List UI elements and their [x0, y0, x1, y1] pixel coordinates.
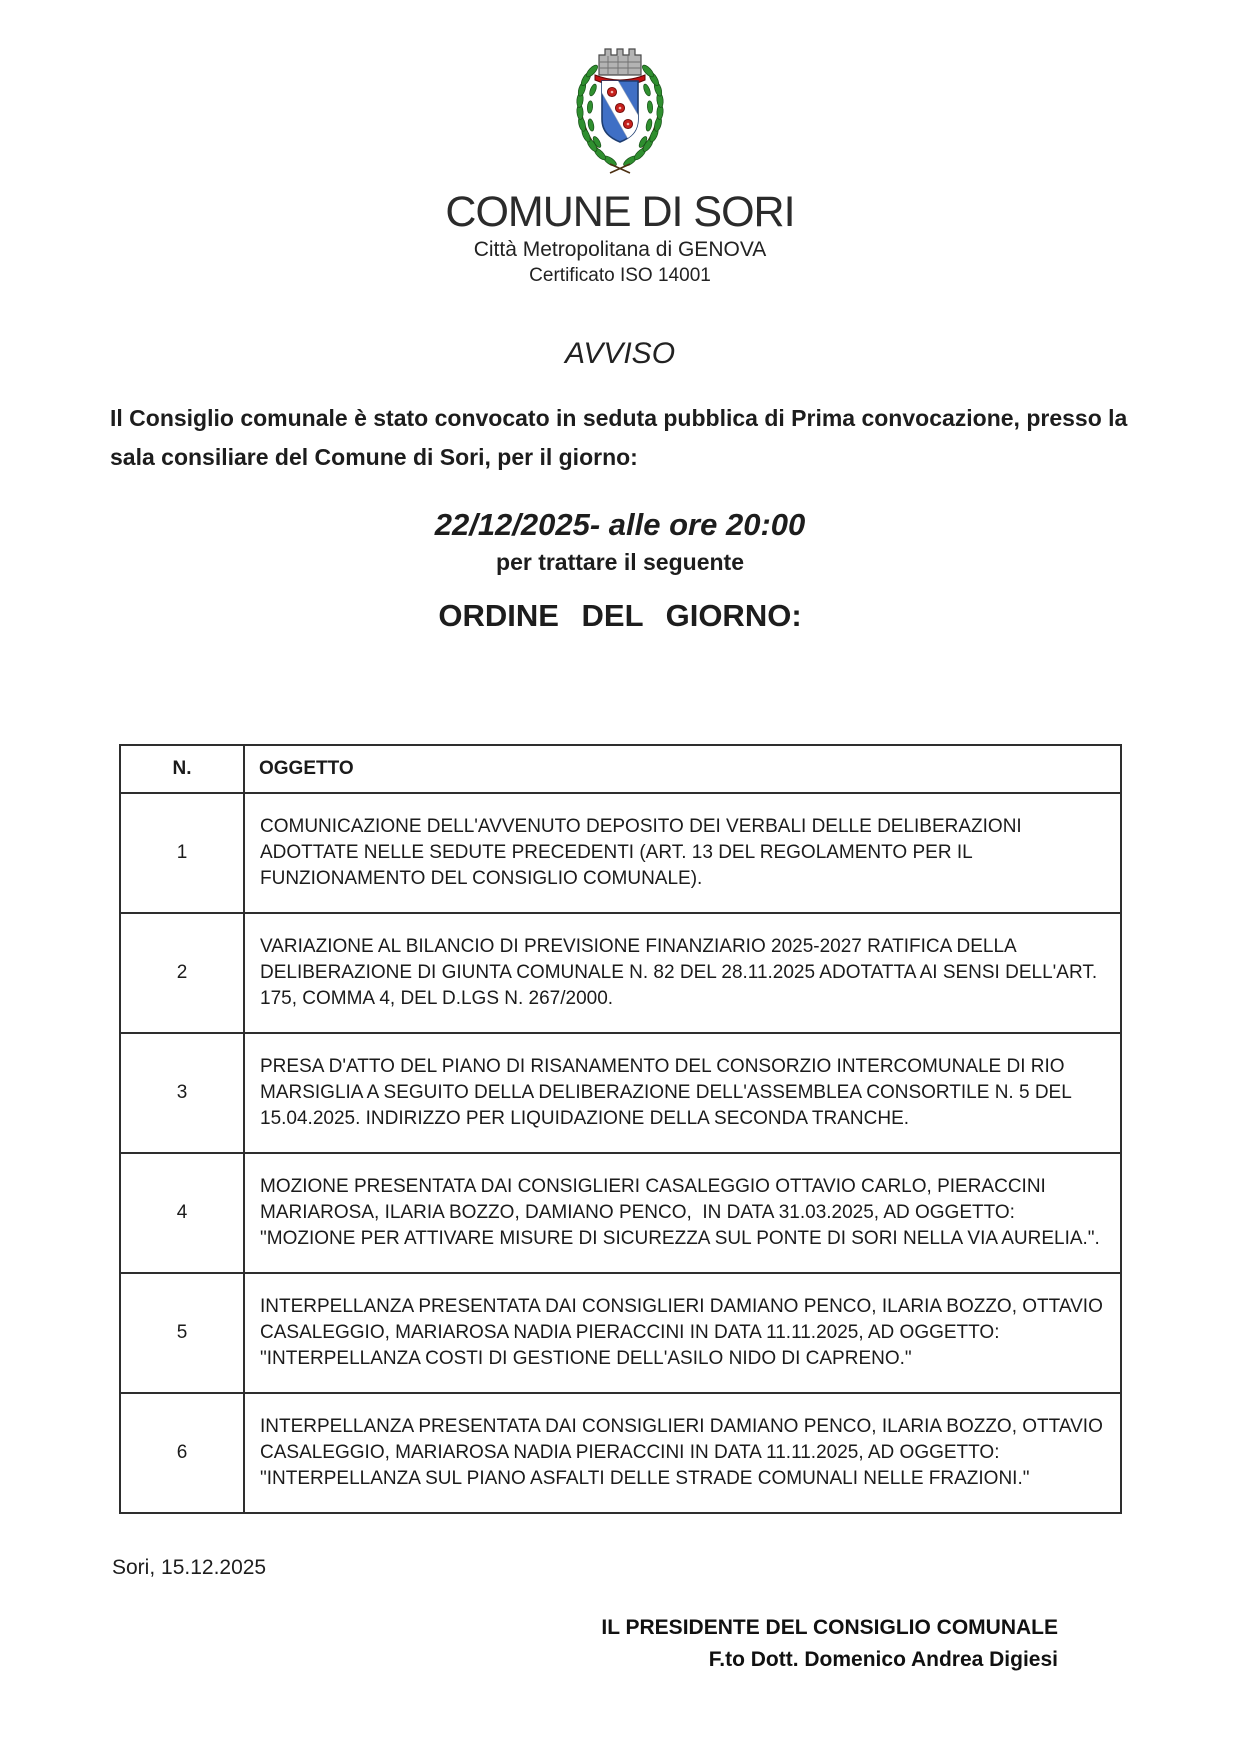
agenda-item-number: 1: [120, 793, 244, 913]
agenda-item-number: 5: [120, 1273, 244, 1393]
column-header-subject: OGGETTO: [244, 745, 1121, 793]
header-subtitle-metro: Città Metropolitana di GENOVA: [473, 238, 767, 262]
session-datetime: 22/12/2025- alle ore 20:00: [434, 507, 806, 543]
agenda-item-subject: INTERPELLANZA PRESENTATA DAI CONSIGLIERI DAMIANO PENCO, ILARIA BOZZO, OTTAVIO CASALEGGIO, MARIAROSA NADIA PIERACCINI IN DATA 11.11.2025, AD OGGETTO: "INTERPELLANZA SUL PIANO ASFALTI DELLE STRADE COMUNALI NELLE FRAZIONI.": [244, 1393, 1121, 1513]
agenda-item-number: 4: [120, 1153, 244, 1273]
agenda-item-number: 6: [120, 1393, 244, 1513]
signature-block: [110, 1612, 1058, 1676]
pre-agenda-text: per trattare il seguente: [496, 549, 744, 576]
agenda-title: ORDINE DEL GIORNO:: [438, 598, 802, 634]
municipality-name: COMUNE DI SORI: [445, 188, 795, 236]
document-header: [110, 45, 1130, 287]
agenda-item-number: 2: [120, 913, 244, 1033]
column-header-number: N.: [120, 745, 244, 793]
agenda-item-number: 3: [120, 1033, 244, 1153]
agenda-item-subject: PRESA D'ATTO DEL PIANO DI RISANAMENTO DEL CONSORZIO INTERCOMUNALE DI RIO MARSIGLIA A SEGUITO DELLA DELIBERAZIONE DELL'ASSEMBLEA CONSORTILE N. 5 DEL 15.04.2025. INDIRIZZO PER LIQUIDAZIONE DELLA SECONDA TRANCHE.: [244, 1033, 1121, 1153]
table-row: [120, 1153, 1121, 1273]
agenda-table: [119, 744, 1122, 1514]
signature-name: F.to Dott. Domenico Andrea Digiesi: [708, 1648, 1058, 1672]
crown-icon: [595, 49, 645, 86]
table-row: [120, 793, 1121, 913]
notice-title: AVVISO: [564, 337, 676, 371]
agenda-item-subject: INTERPELLANZA PRESENTATA DAI CONSIGLIERI DAMIANO PENCO, ILARIA BOZZO, OTTAVIO CASALEGGIO, MARIAROSA NADIA PIERACCINI IN DATA 11.11.2025, AD OGGETTO: "INTERPELLANZA COSTI DI GESTIONE DELL'ASILO NIDO DI CAPRENO.": [244, 1273, 1121, 1393]
place-date: Sori, 15.12.2025: [112, 1556, 267, 1580]
agenda-item-subject: MOZIONE PRESENTATA DAI CONSIGLIERI CASALEGGIO OTTAVIO CARLO, PIERACCINI MARIAROSA, ILARIA BOZZO, DAMIANO PENCO, IN DATA 31.03.2025, AD OGGETTO: "MOZIONE PER ATTIVARE MISURE DI SICUREZZA SUL PONTE DI SORI NELLA VIA AURELIA.".: [244, 1153, 1121, 1273]
agenda-item-subject: COMUNICAZIONE DELL'AVVENUTO DEPOSITO DEI VERBALI DELLE DELIBERAZIONI ADOTTATE NELLE SEDUTE PRECEDENTI (ART. 13 DEL REGOLAMENTO PER IL FUNZIONAMENTO DEL CONSIGLIO COMUNALE).: [244, 793, 1121, 913]
shield-icon: [594, 72, 651, 146]
header-subtitle-iso: Certificato ISO 14001: [529, 265, 711, 287]
signature-title: IL PRESIDENTE DEL CONSIGLIO COMUNALE: [601, 1616, 1058, 1640]
agenda-item-subject: VARIAZIONE AL BILANCIO DI PREVISIONE FINANZIARIO 2025-2027 RATIFICA DELLA DELIBERAZIONE DI GIUNTA COMUNALE N. 82 DEL 28.11.2025 ADOTATTA AI SENSI DELL'ART. 175, COMMA 4, DEL D.LGS N. 267/2000.: [244, 913, 1121, 1033]
document-footer: [110, 1556, 1130, 1676]
table-row: [120, 1393, 1121, 1513]
table-row: [120, 913, 1121, 1033]
notice-body: [110, 337, 1130, 1514]
agenda-table-header: [120, 745, 1121, 793]
table-row: [120, 1033, 1121, 1153]
agenda-table-body: [120, 793, 1121, 1513]
notice-intro-paragraph: Il Consiglio comunale è stato convocato in seduta pubblica di Prima convocazione, presso la sala consiliare del Comune di Sori, per il giorno:: [110, 405, 1128, 471]
table-row: [120, 1273, 1121, 1393]
municipal-coat-of-arms-icon: [564, 45, 676, 185]
